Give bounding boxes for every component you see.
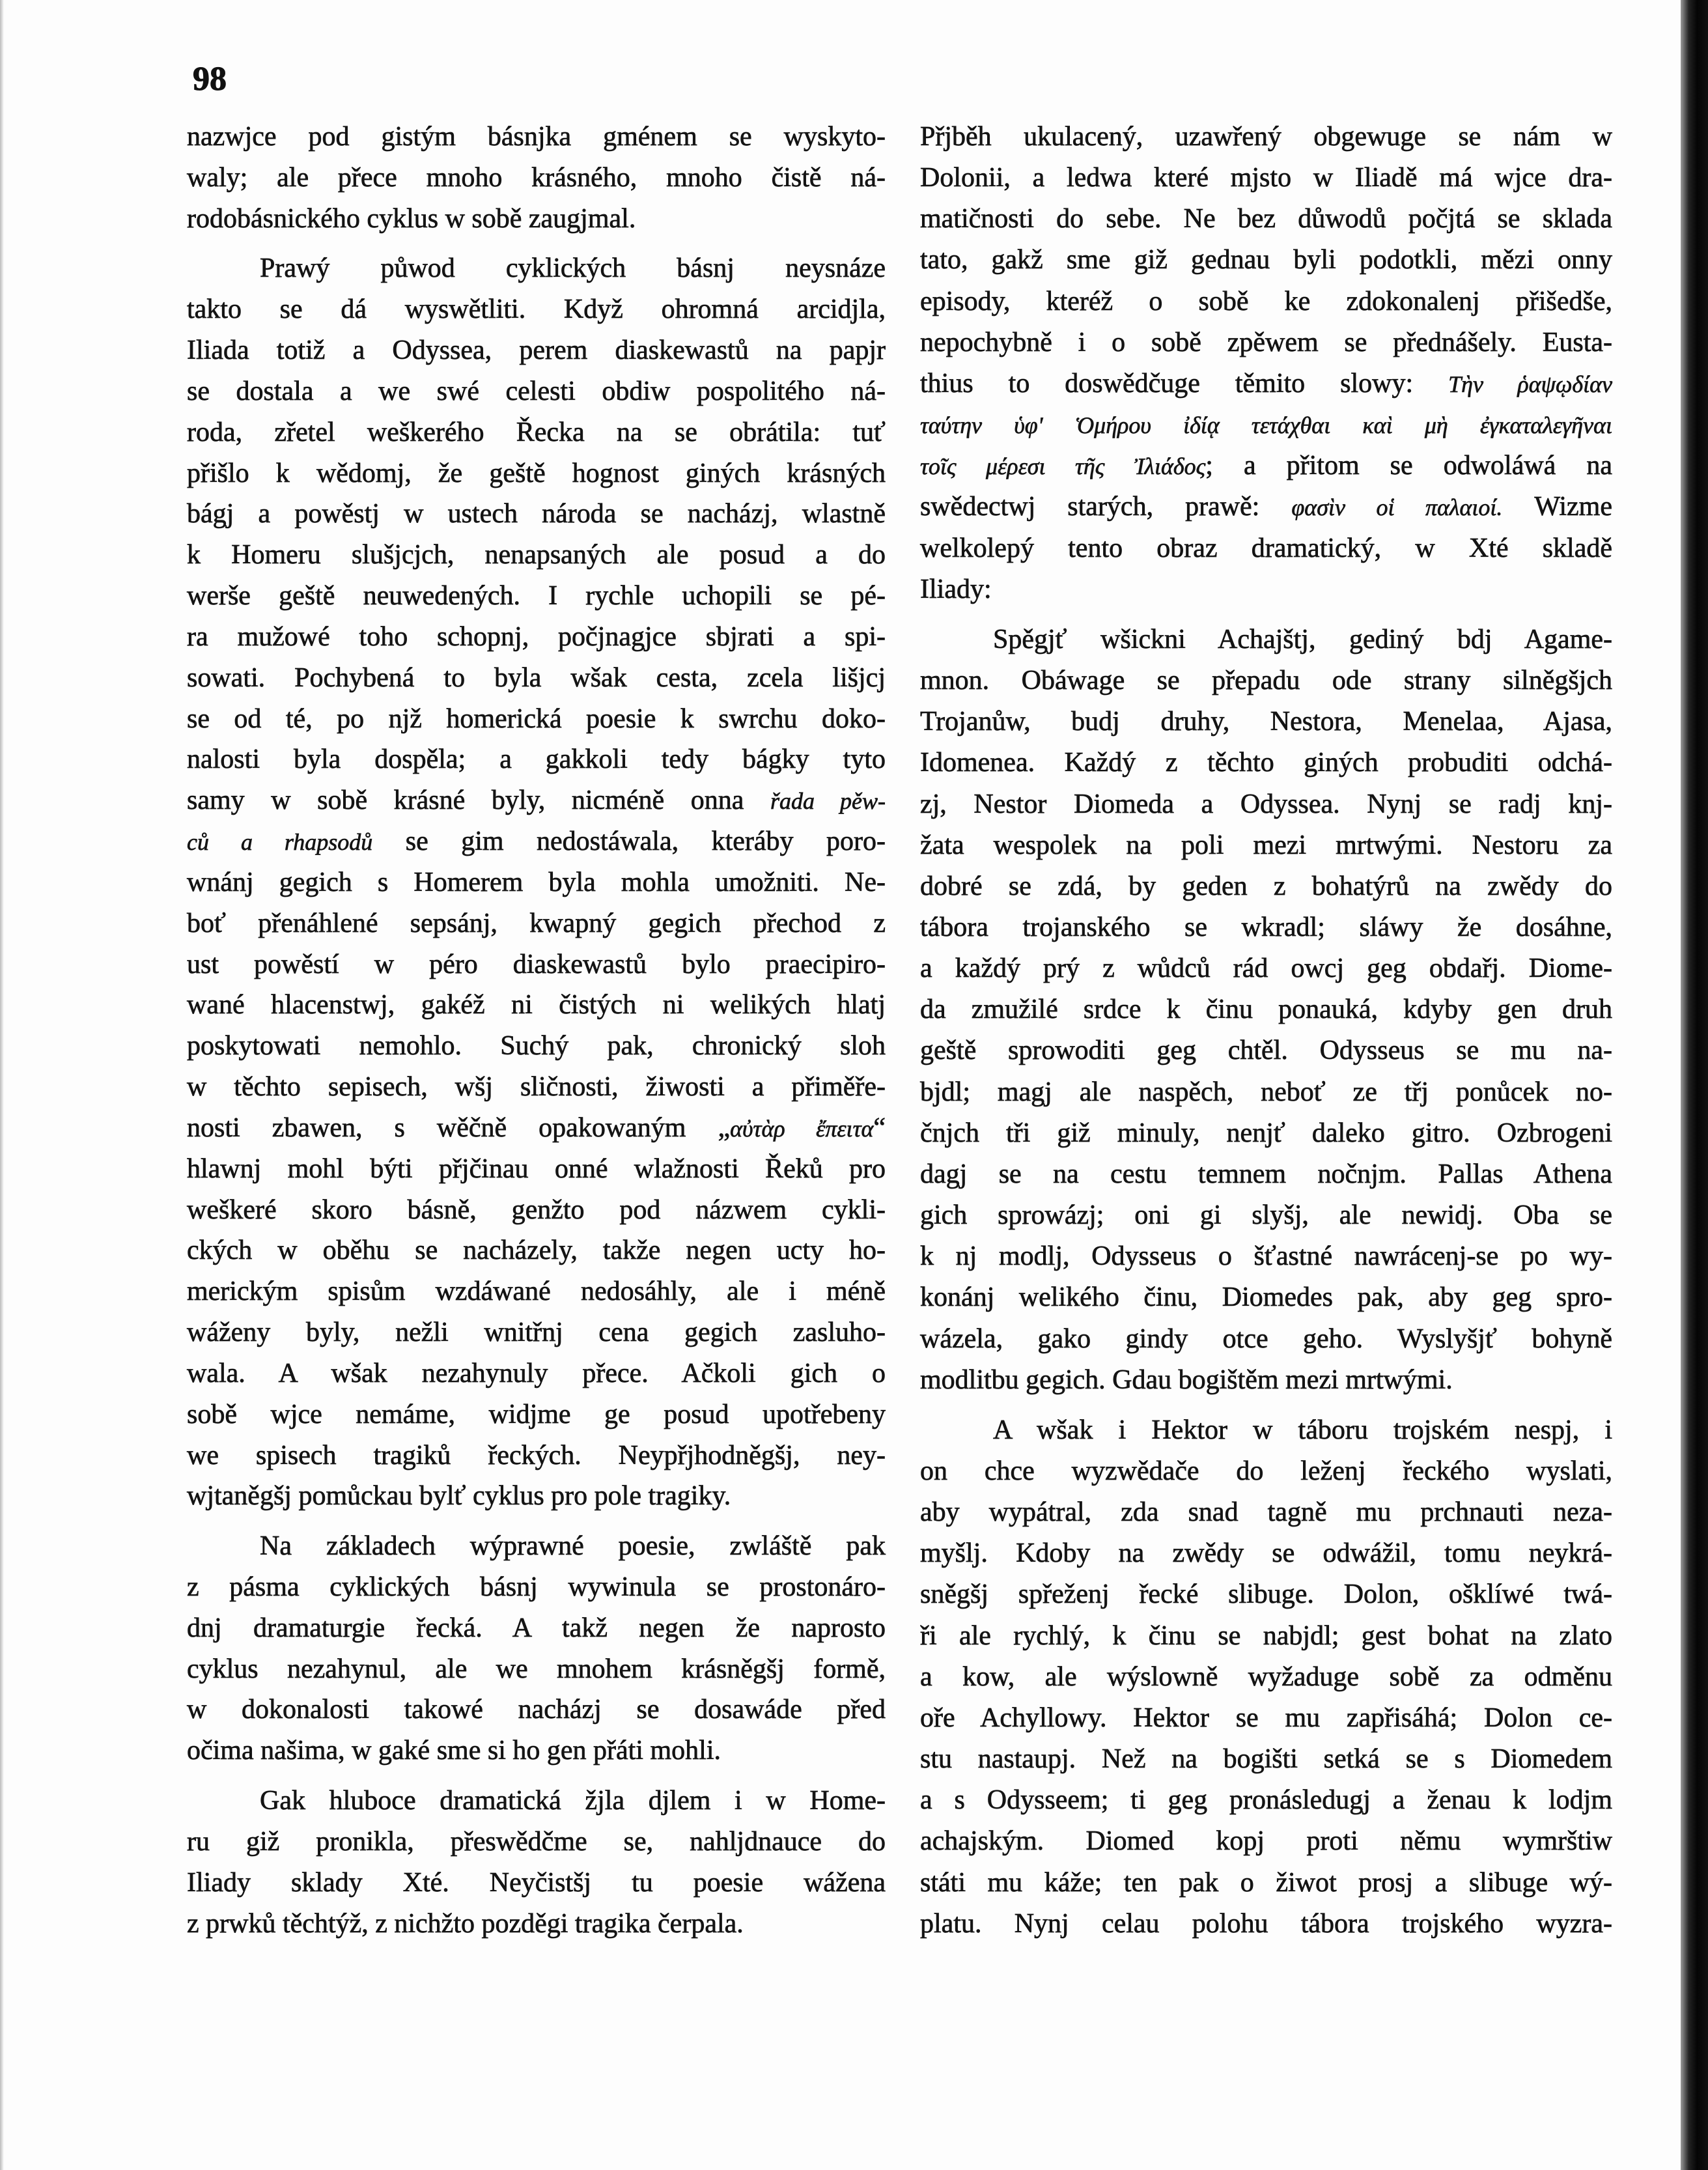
text-line: merickým spisům wzdáwané nedosáhly, ale i méně	[187, 1276, 886, 1307]
text-line: tato, gakž sme giž gednau byli podotkli, mězi onny	[920, 245, 1612, 275]
text-line: modlitbu gegich. Gdau bogištěm mezi mrtwými.	[920, 1364, 1453, 1395]
text-line: sněgšj spřeženj řecké slibuge. Dolon, ošklíwé twá-	[920, 1579, 1612, 1610]
text-line: ckých w oběhu se nacházely, takže negen ucty ho-	[187, 1235, 886, 1266]
text-line: Gak hluboce dramatická žjla djlem i w Home-	[260, 1786, 886, 1816]
text-line: sowati. Pochybená to byla wšak cesta, zcela lišjcj	[187, 662, 886, 693]
text-line	[920, 365, 1612, 402]
text-line: Iliady sklady Xté. Neyčistšj tu poesie wážena	[187, 1867, 886, 1898]
text-line: žata wespolek na poli mezi mrtwými. Nestoru za	[920, 830, 1612, 860]
text-line: A wšak i Hektor w táboru trojském nespj, i	[993, 1415, 1612, 1445]
text-line: přišlo k wědomj, že geště hognost giných krásných	[187, 458, 886, 488]
text-line: ři ale rychlý, k činu se nabjdl; gest bohat na zlato	[920, 1620, 1612, 1651]
text-line: cyklus nezahynul, ale we mnohem krásněgšj formě,	[187, 1654, 886, 1684]
text-line: rodobásnického cyklus w sobě zaugjmal.	[187, 203, 636, 234]
text-line	[187, 1110, 886, 1146]
text-line: a každý prý z wůdců rád owcj geg obdařj. Diome-	[920, 953, 1612, 984]
scan-right-border	[1681, 0, 1708, 2170]
text-line: on chce wyzwědače do leženj řeckého wyslati,	[920, 1456, 1612, 1486]
text-line: roda, zřetel weškerého Řecka na se obrátila: tuť	[187, 417, 886, 447]
italic-text: Τὴν ῥαψῳδίαν	[1448, 371, 1612, 397]
text-line: nazwjce pod gistým básnjka gménem se wyskyto-	[187, 122, 886, 152]
text-segment: samy w sobě krásné byly, nicméně onna	[187, 785, 770, 816]
text-line: w těchto sepisech, wšj sličnosti, žiwosti a přiměře-	[187, 1072, 886, 1103]
text-line: k Homeru slušjcjch, nenapsaných ale posud a do	[187, 540, 886, 571]
text-line: konánj welikého činu, Diomedes pak, aby geg spro-	[920, 1282, 1612, 1313]
text-line: Přjběh ukulacený, uzawřený obgewuge se nám w	[920, 122, 1612, 152]
text-line: achajským. Diomed kopj proti němu wymrštiw	[920, 1826, 1612, 1857]
text-line: dobré se zdá, by geden z bohatýrů na zwědy do	[920, 871, 1612, 901]
text-line: myšlj. Kdoby na zwědy se odwážil, tomu neykrá-	[920, 1538, 1612, 1569]
text-line: wané hlacenstwj, gakéž ni čistých ni welikých hlatj	[187, 990, 886, 1021]
text-line: wáženy byly, nežli wnitřnj cena gegich zasluho-	[187, 1318, 886, 1348]
text-line: Na základech wýprawné poesie, zwláště pak	[260, 1531, 886, 1562]
text-line: státi mu káže; ten pak o žiwot prosj a slibuge wý-	[920, 1867, 1612, 1898]
text-line: čnjch tři giž minuly, nenjť daleko gitro. Ozbrogeni	[920, 1118, 1612, 1148]
text-line: Trojanůw, budj druhy, Nestora, Menelaa, Ajasa,	[920, 707, 1612, 737]
italic-text: φασὶν οἱ παλαιοί.	[1291, 494, 1503, 521]
text-line: se od té, po njž homerická poesie k swrchu doko-	[187, 703, 886, 734]
text-line: wnánj gegich s Homerem byla mohla umožniti. Ne-	[187, 867, 886, 897]
text-line: w dokonalosti takowé nacházj se dosawáde před	[187, 1695, 886, 1725]
text-line: ru giž pronikla, přeswědčme se, nahljdnauce do	[187, 1826, 886, 1857]
text-line: dnj dramaturgie řecká. A takž negen že naprosto	[187, 1613, 886, 1643]
text-segment: se gim nedostáwala, kteráby poro-	[372, 826, 886, 857]
text-line: Idomenea. Každý z těchto giných probuditi odchá-	[920, 748, 1612, 778]
text-line: da zmužilé srdce k činu ponauká, kdyby gen druh	[920, 994, 1612, 1025]
text-line: ust powěstí w péro diaskewastů bylo praecipiro-	[187, 949, 886, 979]
text-line: werše geště neuwedených. I rychle uchopili se pé-	[187, 581, 886, 612]
text-line: k nj modlj, Odysseus o šťastné nawrácenj-se po wy-	[920, 1241, 1612, 1272]
text-line: episody, kteréž o sobě ke zdokonalenj přišedše,	[920, 286, 1612, 317]
text-line: hlawnj mohl býti přjčinau onné wlažnosti Řeků pro	[187, 1153, 886, 1184]
text-segment: swědectwj starých, prawě:	[920, 492, 1292, 522]
text-line: Iliady:	[920, 574, 992, 604]
text-line: mnon. Obáwage se přepadu ode strany silněgšjch	[920, 666, 1612, 696]
text-line: se dostala a we swé celesti obdiw pospolitého ná-	[187, 376, 886, 406]
italic-text: ταύτην ὑφ' Ὁμήρου ἰδίᾳ τετάχθαι καὶ μὴ ἐγκαταλεγῆναι	[920, 412, 1612, 439]
text-line: nalosti byla dospěla; a gakkoli tedy bágky tyto	[187, 744, 886, 775]
text-line: z pásma cyklických básnj wywinula se prostonáro-	[187, 1571, 886, 1602]
text-line	[920, 447, 1612, 484]
text-line: oře Achyllowy. Hektor se mu zapřisáhá; Dolon ce-	[920, 1702, 1612, 1733]
text-line: očima našima, w gaké sme si ho gen přáti mohli.	[187, 1736, 721, 1766]
text-line: Iliada totiž a Odyssea, perem diaskewastů na papjr	[187, 335, 886, 366]
text-line: we spisech tragiků řeckých. Neypřjhodněgšj, ney-	[187, 1440, 886, 1471]
text-line: geště sprowoditi geg chtěl. Odysseus se mu na-	[920, 1036, 1612, 1066]
text-line: aby wypátral, zda snad tagně mu prchnauti neza-	[920, 1497, 1612, 1528]
text-line: zj, Nestor Diomeda a Odyssea. Nynj se radj knj-	[920, 789, 1612, 819]
text-line	[187, 782, 886, 819]
text-line: wala. A wšak nezahynuly přece. Ačkoli gich o	[187, 1358, 886, 1388]
text-line	[920, 406, 1612, 443]
text-line: Prawý půwod cyklických básnj neysnáze	[260, 253, 886, 284]
italic-text: řada pěw-	[770, 788, 886, 815]
text-line: poskytowati nemohlo. Suchý pak, chronický sloh	[187, 1031, 886, 1062]
text-line: a s Odysseem; ti geg pronásledugj a ženau k lodjm	[920, 1785, 1612, 1816]
text-line: bjdl; magj ale naspěch, neboť ze třj ponůcek no-	[920, 1077, 1612, 1107]
text-line: takto se dá wyswětliti. Když ohromná arcidjla,	[187, 294, 886, 325]
text-line: z prwků těchtýž, z nichžto pozděgi tragika čerpala.	[187, 1908, 744, 1939]
text-line: waly; ale přece mnoho krásného, mnoho čistě ná-	[187, 162, 886, 193]
text-line: bágj a powěstj w ustech národa se nacházj, wlastně	[187, 499, 886, 529]
text-line	[920, 488, 1612, 525]
text-line: weškeré skoro básně, genžto pod názwem cykli-	[187, 1194, 886, 1225]
text-line: sobě wjce nemáme, widjme ge posud upotřebeny	[187, 1399, 886, 1430]
text-line: welkolepý tento obraz dramatický, w Xté skladě	[920, 533, 1612, 563]
text-line: wázela, gako gindy otce geho. Wyslyšjť bohyně	[920, 1323, 1612, 1354]
text-line: nepochybně i o sobě zpěwem se přednášely. Eusta-	[920, 327, 1612, 358]
text-line: stu nastaupj. Než na bogišti setká se s Diomedem	[920, 1744, 1612, 1775]
text-line: tábora trojanského se wkradl; sláwy že dosáhne,	[920, 912, 1612, 942]
left-text-column	[187, 119, 886, 1942]
text-line: a kow, ale wýslowně wyžaduge sobě za odměnu	[920, 1661, 1612, 1692]
text-line: Dolonii, a ledwa které mjsto w Iliadě má wjce dra-	[920, 163, 1612, 193]
right-text-column	[920, 119, 1612, 1942]
text-line: dagj se na cestu temnem nočnjm. Pallas Athena	[920, 1159, 1612, 1189]
text-line: wjtaněgšj pomůckau bylť cyklus pro pole tragiky.	[187, 1481, 731, 1512]
italic-text: τοῖς μέρεσι τῆς Ἰλιάδος	[920, 453, 1206, 480]
text-segment: thius to doswědčuge těmito slowy:	[920, 368, 1449, 399]
italic-text: ců a rhapsodů	[187, 829, 373, 856]
text-segment: Wizme	[1502, 492, 1612, 522]
text-line: boť přenáhlené sepsánj, kwapný gegich přechod z	[187, 908, 886, 938]
text-line: ra mužowé toho schopnj, počjnagjce sbjrati a spi-	[187, 621, 886, 652]
text-segment: “	[873, 1112, 886, 1143]
text-segment: nosti zbawen, s wěčně opakowaným „	[187, 1112, 731, 1143]
text-line: platu. Nynj celau polohu tábora trojského wyzra-	[920, 1908, 1612, 1939]
italic-text: αὐτὰρ ἔπειτα	[730, 1115, 874, 1142]
text-line	[187, 823, 886, 860]
text-line: gich sprowázj; oni gi slyšj, ale newidj. Oba se	[920, 1200, 1612, 1231]
text-segment: ; a přitom se odwoláwá na	[1205, 451, 1612, 481]
text-line: matičnosti do sebe. Ne bez důwodů počjtá se sklada	[920, 204, 1612, 234]
page-number: 98	[193, 61, 227, 98]
text-line: Spěgjť wšickni Achajštj, gediný bdj Agame-	[993, 624, 1612, 655]
scan-left-edge	[0, 0, 4, 2170]
